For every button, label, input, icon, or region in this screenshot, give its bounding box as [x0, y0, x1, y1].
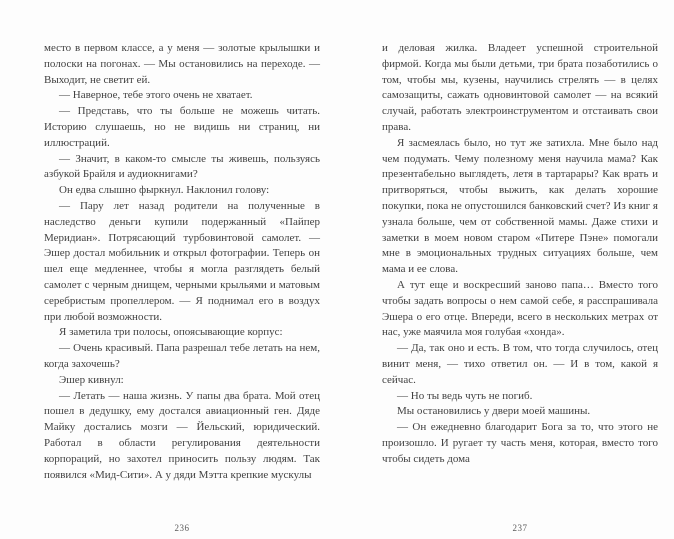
page-left-number: 236: [174, 523, 190, 533]
page-left-text: [44, 41, 320, 483]
paragraph: Я засмеялась было, но тут же затихла. Мне было над чем подумать. Чему полезному меня научила мама? Как презентабельно выглядеть, летя в тартарары? Как врать и притворяться, чтобы выжить, как делать хорошие покупки, пока не опустошился банковский счет? Из книг я узнала больше, чем от собственной мамы. Даже стихи и заметки в моем новом старом «Питере Пэне» помогали мне в эмоциональных трудных ситуациях больше, чем мама и ее слова.: [382, 136, 658, 276]
paragraph: — Но ты ведь чуть не погиб.: [397, 389, 533, 402]
paragraph: Он едва слышно фыркнул. Наклонил голову:: [59, 184, 270, 197]
paragraph: А тут еще и воскресший заново папа… Вместо того чтобы задать вопросы о нем самой себе, я расспрашивала Эшера о его отце. Впереди, всего в нескольких метрах от нас, уже маячила моя голубая «хонда».: [382, 278, 658, 339]
paragraph: — Очень красивый. Папа разрешал тебе летать на нем, когда захочешь?: [44, 342, 320, 370]
paragraph: — Да, так оно и есть. В том, что тогда случилось, отец винит меня, — тихо ответил он. — И в том, какой я сейчас.: [382, 342, 658, 386]
paragraph: Эшер кивнул:: [59, 373, 124, 386]
paragraph: — Представь, что ты больше не можешь читать. Историю слушаешь, но не видишь ни страниц, ни иллюстраций.: [44, 105, 320, 149]
paragraph: — Он ежедневно благодарит Бога за то, что этого не произошло. И ругает ту часть меня, которая, вместо того чтобы сидеть дома: [382, 421, 658, 465]
paragraph: Мы остановились у двери моей машины.: [397, 405, 591, 418]
paragraph: и деловая жилка. Владеет успешной строительной фирмой. Когда мы были детьми, три брата позаботились о том, чтобы мы, кузены, научились стрелять — в целях самозащиты, сажать одновинтовой самолет — на всякий случай, работать электроинструментом и отстаивать свои права.: [382, 42, 658, 133]
paragraph: — Летать — наша жизнь. У папы два брата. Мой отец пошел в дедушку, ему достался авиационный ген. Дяде Майку достались мозги — Йельский, юридический. Работал в области регулирования деятельности корпораций, но захотел приносить пользу людям. Так появился «Мид-Сити». А у дяди Мэтта крепкие мускулы: [44, 389, 320, 481]
page-right: [382, 41, 658, 539]
page-left: [44, 41, 320, 539]
page-right-text: [382, 41, 658, 468]
paragraph: — Пару лет назад родители на полученные в наследство деньги купили подержанный «Пайпер Меридиан». Потрясающий турбовинтовой самолет. — Эшер достал мобильник и открыл фотографии. Теперь он шел еще медленнее, чтобы я могла разглядеть белый самолет с черным днищем, черными крыльями и матовым серебристым пропеллером. — Я поднимал его в воздух при любой возможности.: [44, 199, 320, 323]
page-right-number: 237: [512, 523, 528, 533]
paragraph: место в первом классе, а у меня — золотые крылышки и полоски на погонах. — Мы остановились на переходе. — Выходит, не светит ей.: [44, 42, 320, 86]
paragraph: — Наверное, тебе этого очень не хватает.: [59, 89, 253, 102]
paragraph: — Значит, в каком-то смысле ты живешь, пользуясь азбукой Брайля и аудиокнигами?: [44, 152, 320, 181]
paragraph: Я заметила три полосы, опоясывающие корпус:: [59, 326, 283, 339]
